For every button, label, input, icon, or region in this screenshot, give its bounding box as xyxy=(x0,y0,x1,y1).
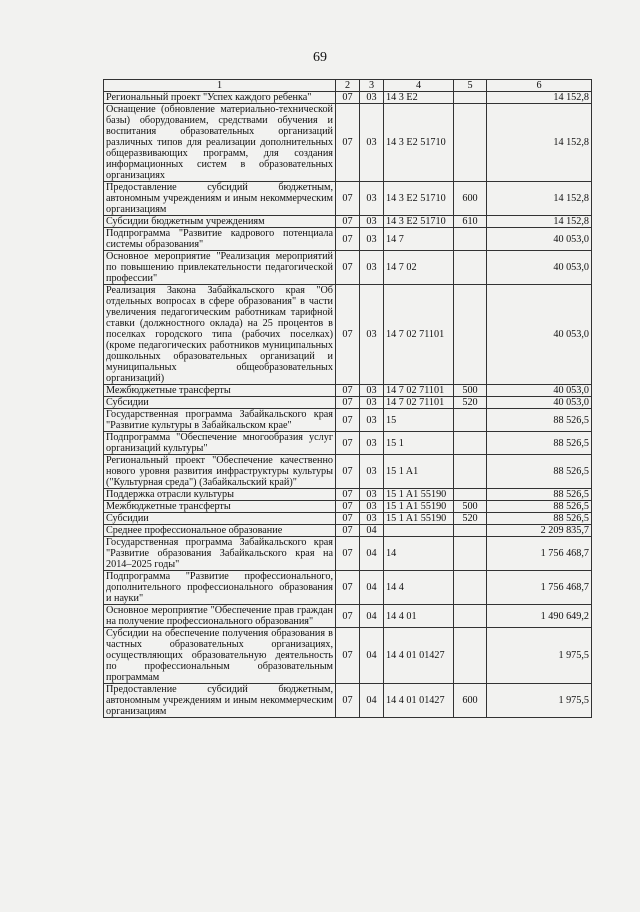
row-subsection-code: 04 xyxy=(360,684,384,718)
table-row xyxy=(104,489,592,501)
row-target-article: 14 xyxy=(384,537,454,571)
table-row xyxy=(104,251,592,285)
row-target-article: 14 3 E2 51710 xyxy=(384,104,454,182)
page-number: 69 xyxy=(313,50,327,65)
row-name: Региональный проект "Успех каждого ребенка" xyxy=(104,92,336,104)
row-expense-type: 500 xyxy=(454,385,487,397)
table-row xyxy=(104,605,592,628)
row-name: Субсидии бюджетным учреждениям xyxy=(104,216,336,228)
table-row xyxy=(104,216,592,228)
row-expense-type xyxy=(454,104,487,182)
row-amount: 1 756 468,7 xyxy=(487,571,592,605)
table-row xyxy=(104,684,592,718)
row-section-code: 07 xyxy=(336,432,360,455)
row-expense-type xyxy=(454,432,487,455)
row-name: Среднее профессиональное образование xyxy=(104,525,336,537)
row-name: Межбюджетные трансферты xyxy=(104,385,336,397)
row-expense-type xyxy=(454,92,487,104)
row-section-code: 07 xyxy=(336,104,360,182)
row-name: Подпрограмма "Обеспечение многообразия услуг организаций культуры" xyxy=(104,432,336,455)
row-name: Субсидии на обеспечение получения образования в частных образовательных организациях, осуществляющих образовательную деятельность по профессиональным образовательным программам xyxy=(104,628,336,684)
row-target-article: 14 7 xyxy=(384,228,454,251)
row-expense-type: 520 xyxy=(454,513,487,525)
row-target-article: 15 1 A1 55190 xyxy=(384,501,454,513)
table-header-row xyxy=(104,80,592,92)
row-target-article xyxy=(384,525,454,537)
row-amount: 14 152,8 xyxy=(487,216,592,228)
row-section-code: 07 xyxy=(336,605,360,628)
row-section-code: 07 xyxy=(336,385,360,397)
row-subsection-code: 04 xyxy=(360,571,384,605)
row-section-code: 07 xyxy=(336,489,360,501)
row-expense-type: 600 xyxy=(454,182,487,216)
row-amount: 1 490 649,2 xyxy=(487,605,592,628)
row-expense-type xyxy=(454,228,487,251)
row-subsection-code: 03 xyxy=(360,397,384,409)
row-subsection-code: 03 xyxy=(360,489,384,501)
row-subsection-code: 03 xyxy=(360,285,384,385)
row-name: Государственная программа Забайкальского края "Развитие культуры в Забайкальском крае" xyxy=(104,409,336,432)
table-row xyxy=(104,104,592,182)
row-section-code: 07 xyxy=(336,182,360,216)
row-target-article: 14 3 E2 51710 xyxy=(384,182,454,216)
row-name: Субсидии xyxy=(104,513,336,525)
row-target-article: 15 1 xyxy=(384,432,454,455)
table-row xyxy=(104,525,592,537)
row-subsection-code: 04 xyxy=(360,537,384,571)
table-row xyxy=(104,409,592,432)
row-subsection-code: 03 xyxy=(360,513,384,525)
table-row xyxy=(104,455,592,489)
row-name: Региональный проект "Обеспечение качественно нового уровня развития инфраструктуры культуры ("Культурная среда") (Забайкальский край)" xyxy=(104,455,336,489)
row-amount: 88 526,5 xyxy=(487,489,592,501)
row-amount: 1 975,5 xyxy=(487,684,592,718)
row-amount: 88 526,5 xyxy=(487,455,592,489)
row-amount: 1 975,5 xyxy=(487,628,592,684)
row-name: Реализация Закона Забайкальского края "Об отдельных вопросах в сфере образования" в части увеличения педагогическим работникам тарифной ставки (должностного оклада) на 25 процентов в поселках городского типа (рабочих поселках) (кроме педагогических работников муниципальных дошкольных образовательных организаций и муниципальных общеобразовательных организаций) xyxy=(104,285,336,385)
row-target-article: 14 7 02 71101 xyxy=(384,397,454,409)
row-target-article: 14 4 01 xyxy=(384,605,454,628)
row-section-code: 07 xyxy=(336,455,360,489)
row-target-article: 14 4 01 01427 xyxy=(384,684,454,718)
row-subsection-code: 03 xyxy=(360,409,384,432)
row-expense-type xyxy=(454,537,487,571)
table-row xyxy=(104,628,592,684)
row-subsection-code: 04 xyxy=(360,605,384,628)
row-subsection-code: 03 xyxy=(360,251,384,285)
row-target-article: 14 7 02 xyxy=(384,251,454,285)
column-header: 6 xyxy=(487,80,592,92)
row-amount: 14 152,8 xyxy=(487,92,592,104)
row-target-article: 15 1 A1 xyxy=(384,455,454,489)
table-row xyxy=(104,385,592,397)
row-amount: 88 526,5 xyxy=(487,432,592,455)
row-expense-type: 600 xyxy=(454,684,487,718)
row-amount: 40 053,0 xyxy=(487,397,592,409)
row-section-code: 07 xyxy=(336,228,360,251)
column-header: 2 xyxy=(336,80,360,92)
row-name: Подпрограмма "Развитие профессионального, дополнительного профессионального образования и науки" xyxy=(104,571,336,605)
table-row xyxy=(104,501,592,513)
row-target-article: 14 4 xyxy=(384,571,454,605)
row-amount: 88 526,5 xyxy=(487,501,592,513)
column-header: 3 xyxy=(360,80,384,92)
row-target-article: 14 4 01 01427 xyxy=(384,628,454,684)
row-expense-type: 500 xyxy=(454,501,487,513)
row-target-article: 14 7 02 71101 xyxy=(384,285,454,385)
row-expense-type xyxy=(454,251,487,285)
row-section-code: 07 xyxy=(336,92,360,104)
row-name: Поддержка отрасли культуры xyxy=(104,489,336,501)
row-section-code: 07 xyxy=(336,409,360,432)
row-subsection-code: 03 xyxy=(360,228,384,251)
row-name: Межбюджетные трансферты xyxy=(104,501,336,513)
row-section-code: 07 xyxy=(336,216,360,228)
row-subsection-code: 03 xyxy=(360,216,384,228)
row-name: Оснащение (обновление материально-технической базы) оборудованием, средствами обучения и воспитания образовательных организаций различных типов для реализации дополнительных общеразвивающих программ, для создания информационных систем в образовательных организациях xyxy=(104,104,336,182)
row-section-code: 07 xyxy=(336,501,360,513)
table-row xyxy=(104,182,592,216)
row-amount: 40 053,0 xyxy=(487,385,592,397)
row-section-code: 07 xyxy=(336,684,360,718)
table-row xyxy=(104,228,592,251)
row-name: Основное мероприятие "Обеспечение прав граждан на получение профессионального образования" xyxy=(104,605,336,628)
row-amount: 40 053,0 xyxy=(487,251,592,285)
row-name: Предоставление субсидий бюджетным, автономным учреждениям и иным некоммерческим организациям xyxy=(104,684,336,718)
table-row xyxy=(104,432,592,455)
row-section-code: 07 xyxy=(336,537,360,571)
row-subsection-code: 03 xyxy=(360,385,384,397)
column-header: 1 xyxy=(104,80,336,92)
row-target-article: 14 7 02 71101 xyxy=(384,385,454,397)
row-name: Субсидии xyxy=(104,397,336,409)
row-name: Государственная программа Забайкальского края "Развитие образования Забайкальского края на 2014–2025 годы" xyxy=(104,537,336,571)
row-target-article: 15 1 A1 55190 xyxy=(384,513,454,525)
row-target-article: 15 xyxy=(384,409,454,432)
row-expense-type xyxy=(454,409,487,432)
row-target-article: 15 1 A1 55190 xyxy=(384,489,454,501)
table-row xyxy=(104,537,592,571)
row-amount: 88 526,5 xyxy=(487,513,592,525)
row-expense-type xyxy=(454,605,487,628)
row-target-article: 14 3 E2 xyxy=(384,92,454,104)
row-amount: 88 526,5 xyxy=(487,409,592,432)
row-expense-type xyxy=(454,571,487,605)
row-section-code: 07 xyxy=(336,251,360,285)
row-expense-type xyxy=(454,285,487,385)
budget-table xyxy=(103,79,592,718)
row-subsection-code: 03 xyxy=(360,92,384,104)
row-subsection-code: 04 xyxy=(360,525,384,537)
row-name: Подпрограмма "Развитие кадрового потенциала системы образования" xyxy=(104,228,336,251)
row-amount: 2 209 835,7 xyxy=(487,525,592,537)
row-name: Основное мероприятие "Реализация мероприятий по повышению привлекательности педагогической профессии" xyxy=(104,251,336,285)
row-amount: 40 053,0 xyxy=(487,285,592,385)
table-row xyxy=(104,92,592,104)
row-target-article: 14 3 E2 51710 xyxy=(384,216,454,228)
row-amount: 40 053,0 xyxy=(487,228,592,251)
row-name: Предоставление субсидий бюджетным, автономным учреждениям и иным некоммерческим организациям xyxy=(104,182,336,216)
row-expense-type xyxy=(454,455,487,489)
row-subsection-code: 04 xyxy=(360,628,384,684)
row-expense-type: 520 xyxy=(454,397,487,409)
row-subsection-code: 03 xyxy=(360,104,384,182)
row-subsection-code: 03 xyxy=(360,455,384,489)
row-section-code: 07 xyxy=(336,513,360,525)
row-section-code: 07 xyxy=(336,571,360,605)
row-section-code: 07 xyxy=(336,525,360,537)
row-subsection-code: 03 xyxy=(360,432,384,455)
row-expense-type xyxy=(454,525,487,537)
table-row xyxy=(104,513,592,525)
row-section-code: 07 xyxy=(336,285,360,385)
row-subsection-code: 03 xyxy=(360,182,384,216)
row-expense-type xyxy=(454,489,487,501)
column-header: 5 xyxy=(454,80,487,92)
row-amount: 14 152,8 xyxy=(487,104,592,182)
table-row xyxy=(104,285,592,385)
row-expense-type xyxy=(454,628,487,684)
row-section-code: 07 xyxy=(336,397,360,409)
row-section-code: 07 xyxy=(336,628,360,684)
table-row xyxy=(104,571,592,605)
row-expense-type: 610 xyxy=(454,216,487,228)
table-row xyxy=(104,397,592,409)
row-subsection-code: 03 xyxy=(360,501,384,513)
column-header: 4 xyxy=(384,80,454,92)
row-amount: 14 152,8 xyxy=(487,182,592,216)
row-amount: 1 756 468,7 xyxy=(487,537,592,571)
